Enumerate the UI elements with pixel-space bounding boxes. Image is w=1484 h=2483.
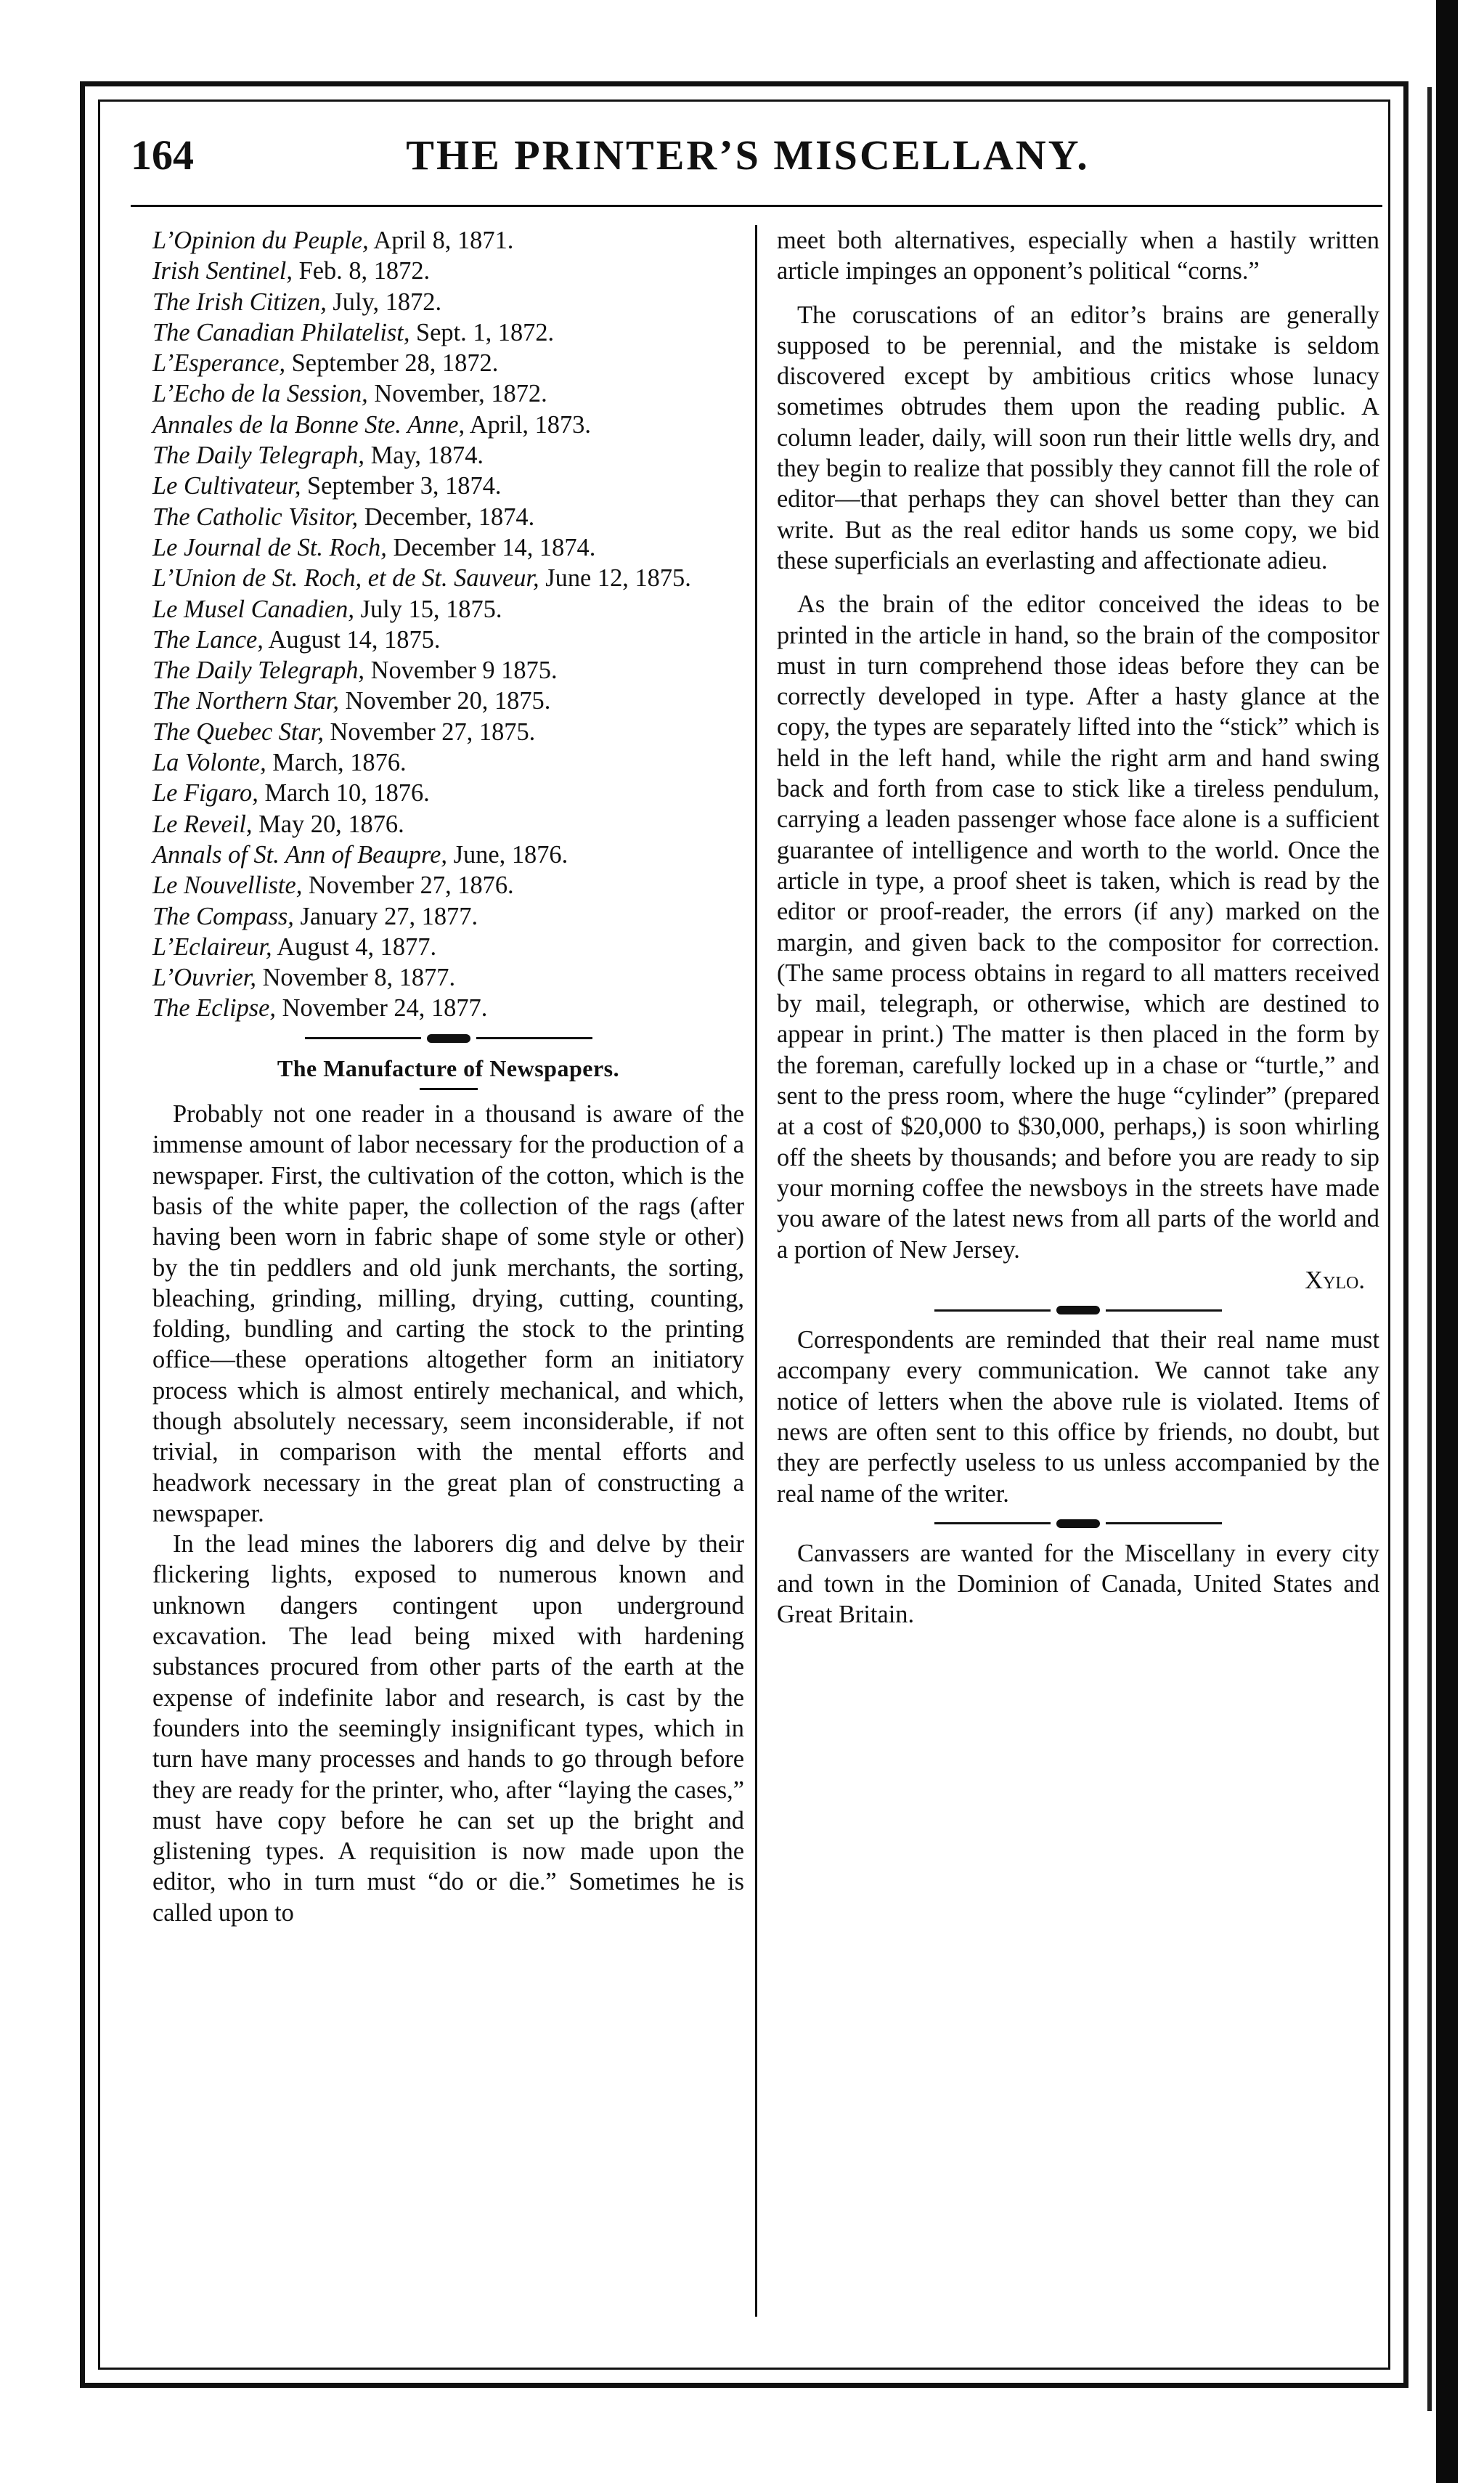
newspaper-entry — [152, 348, 744, 378]
canvassers-notice: Canvassers are wanted for the Miscellany in every city and town in the Dominion of Canada, United States and Great Britain. — [777, 1539, 1379, 1629]
left-column — [152, 225, 744, 1928]
newspaper-entry — [152, 225, 744, 256]
newspaper-entry — [152, 747, 744, 778]
newspaper-title: The Catholic Visitor, — [152, 503, 359, 531]
newspaper-entry — [152, 317, 744, 348]
title-rule — [420, 1088, 478, 1090]
newspaper-title: The Daily Telegraph, — [152, 657, 365, 685]
newspaper-title: Le Cultivateur, — [152, 472, 301, 500]
newspaper-entry — [152, 993, 744, 1023]
newspaper-entry — [152, 778, 744, 808]
newspaper-date: April 8, 1871. — [373, 227, 514, 254]
newspaper-title: The Northern Star, — [152, 687, 340, 715]
newspaper-entry — [152, 410, 744, 440]
newspaper-title: Irish Sentinel, — [152, 257, 293, 285]
newspaper-date: December 14, 1874. — [393, 533, 596, 561]
newspaper-title: L’Eclaireur, — [152, 932, 272, 961]
page-header — [131, 131, 1365, 196]
newspaper-title: L’Union de St. Roch, et de St. Sauveur, — [152, 564, 539, 593]
newspaper-date: November 24, 1877. — [282, 994, 488, 1023]
newspaper-date: August 4, 1877. — [277, 932, 437, 961]
newspaper-entry — [152, 686, 744, 716]
newspaper-date: November 9 1875. — [370, 657, 558, 685]
newspaper-title: Le Figaro, — [152, 779, 258, 808]
newspaper-title: The Daily Telegraph, — [152, 442, 365, 470]
ornamental-divider — [152, 1034, 744, 1043]
signature-line — [777, 1265, 1379, 1296]
newspaper-date: September 3, 1874. — [307, 472, 502, 500]
newspaper-title: Le Musel Canadien, — [152, 595, 354, 623]
newspaper-entry — [152, 870, 744, 901]
newspaper-date: June, 1876. — [453, 840, 568, 869]
newspaper-entry — [152, 378, 744, 409]
newspaper-date: May, 1874. — [370, 442, 484, 470]
newspaper-entry — [152, 625, 744, 655]
newspaper-entry — [152, 502, 744, 532]
newspaper-title: La Volonte, — [152, 749, 266, 777]
column-divider — [755, 225, 757, 2317]
newspaper-title: The Quebec Star, — [152, 718, 324, 746]
newspaper-date: November 27, 1876. — [308, 871, 514, 900]
newspaper-date: January 27, 1877. — [300, 902, 478, 930]
correspondents-notice: Correspondents are reminded that their real name must accompany every communication. We cannot take any notice of letters when the above rule is violated. Items of news are often sent to this office by friends, no doubt, but they are perfectly useless to us unless accompanied by the real name of the writer. — [777, 1326, 1379, 1508]
newspaper-entry — [152, 471, 744, 501]
newspaper-title: Le Reveil, — [152, 810, 253, 838]
newspaper-entry — [152, 287, 744, 317]
newspaper-entry — [152, 840, 744, 870]
newspaper-title: The Compass, — [152, 902, 294, 930]
newspaper-date: November 27, 1875. — [330, 718, 536, 746]
newspaper-entry — [152, 440, 744, 471]
newspaper-date: November 8, 1877. — [262, 964, 456, 992]
article-paragraph: In the lead mines the laborers dig and delve by their flickering lights, exposed to numerous known and unknown dangers contingent upon underground excavation. The lead being mixed with hardening substances procured from other parts of the earth at the expense of indefinite labor and research, is cast by the founders into the seemingly insignificant types, which in turn have many processes and hands to go through before they are ready for the printer, who, after “laying the cases,” must have copy before he can set up the bright and glistening types. A requisition is now made upon the editor, who in turn must “do or die.” Sometimes he is called upon to — [152, 1530, 745, 1927]
newspaper-entry — [152, 932, 744, 962]
newspaper-title: L’Opinion du Peuple, — [152, 227, 369, 254]
newspaper-title: L’Esperance, — [152, 349, 286, 378]
newspaper-date: June 12, 1875. — [545, 564, 691, 593]
newspaper-date: November, 1872. — [374, 380, 547, 408]
section-title: The Manufacture of Newspapers. — [277, 1054, 620, 1081]
newspaper-title: The Eclipse, — [152, 994, 277, 1023]
newspaper-date: July, 1872. — [333, 288, 442, 316]
newspaper-title: The Lance, — [152, 625, 264, 654]
newspaper-title: L’Ouvrier, — [152, 964, 256, 992]
newspaper-title: Le Journal de St. Roch, — [152, 533, 387, 561]
newspaper-date: Feb. 8, 1872. — [298, 257, 431, 285]
right-column — [777, 225, 1379, 1630]
article-paragraph: As the brain of the editor conceived the ideas to be printed in the article in hand, so the brain of the compositor must in turn comprehend those ideas before they can be correctly developed in type. After a hasty glance at the copy, the types are separately lifted into the “stick” which is held in the left hand, while the right arm and hand swing back and forth from case to stick like a tireless pendulum, carrying a leaden passenger whose face alone is a sufficient guarantee of intelligence and worth to the world. Once the article in type, a proof sheet is taken, which is read by the editor or proof-reader, the errors (if any) marked on the margin, and given back to the compositor for correction. (The same process obtains in regard to all matters received by mail, telegraph, or otherwise, which are destined to appear in print.) The matter is then placed in the form by the foreman, carefully locked up in a chase or “turtle,” and sent to the press room, where the huge “cylinder” (prepared at a cost of $20,000 to $30,000, perhaps,) is soon whirling off the sheets by thousands; and before you are ready to sip your morning coffee the newsboys in the streets have made you aware of the latest news from all parts of the world and a portion of New Jersey. — [777, 590, 1379, 1264]
newspaper-date: September 28, 1872. — [291, 349, 499, 378]
newspaper-title: The Irish Citizen, — [152, 288, 327, 316]
newspaper-entry — [152, 962, 744, 993]
author-signature: Xylo. — [1305, 1266, 1365, 1294]
newspaper-entry — [152, 532, 744, 563]
header-rule — [131, 205, 1382, 207]
newspaper-title: L’Echo de la Session, — [152, 380, 368, 408]
newspaper-title: The Canadian Philatelist, — [152, 318, 410, 346]
ornamental-divider — [777, 1519, 1379, 1528]
newspaper-title: Annales de la Bonne Ste. Anne, — [152, 410, 465, 439]
running-title: THE PRINTER’S MISCELLANY. — [406, 131, 1090, 179]
newspaper-date: December, 1874. — [364, 503, 535, 531]
newspaper-date: May 20, 1876. — [258, 810, 404, 838]
page-number: 164 — [131, 131, 194, 179]
newspaper-entry — [152, 256, 744, 286]
newspaper-entry — [152, 655, 744, 686]
article-paragraph: The coruscations of an editor’s brains are generally supposed to be perennial, and the mistake is seldom discovered except by ambitious critics whose lunacy sometimes obtrudes them upon the reading public. A column leader, daily, will soon run their little wells dry, and they begin to realize that possibly they cannot fill the role of editor—that perhaps they can shovel better than they can write. But as the real editor hands us some copy, we bid these superficials an everlasting and affectionate adieu. — [777, 301, 1379, 574]
newspaper-date: August 14, 1875. — [268, 625, 441, 654]
newspaper-entry — [152, 563, 744, 593]
newspaper-entry — [152, 809, 744, 840]
newspaper-date: November 20, 1875. — [345, 687, 551, 715]
article-paragraph: meet both alternatives, especially when a hastily written article impinges an opponent’s political “corns.” — [777, 227, 1379, 285]
binding-shadow — [1427, 87, 1432, 2411]
newspaper-date: April, 1873. — [469, 410, 591, 439]
newspaper-date: March, 1876. — [272, 749, 407, 777]
newspaper-title: Annals of St. Ann of Beaupre, — [152, 840, 447, 869]
article-paragraph: Probably not one reader in a thousand is aware of the immense amount of labor necessary for the production of a newspaper. First, the cultivation of the cotton, which is the basis of the white paper, the collection of the rags (after having been worn in fabric shape of some style or other) by the tin peddlers and old junk merchants, the sorting, bleaching, grinding, milling, drying, cutting, counting, folding, bundling and carting the stock to the printing office—these operations altogether form an initiatory process which is almost entirely mechanical, and which, though absolutely necessary, seem inconsiderable, if not trivial, in comparison with the mental efforts and headwork necessary in the great plan of constructing a newspaper. — [152, 1100, 744, 1527]
newspaper-date: March 10, 1876. — [264, 779, 430, 808]
newspaper-entry — [152, 717, 744, 747]
newspaper-date: July 15, 1875. — [360, 595, 502, 623]
newspaper-title: Le Nouvelliste, — [152, 871, 303, 900]
newspaper-entry — [152, 594, 744, 625]
newspaper-date: Sept. 1, 1872. — [416, 318, 555, 346]
newspaper-entry — [152, 901, 744, 932]
ornamental-divider — [777, 1306, 1379, 1314]
newspaper-list — [152, 225, 744, 1024]
binding-edge — [1436, 0, 1458, 2483]
